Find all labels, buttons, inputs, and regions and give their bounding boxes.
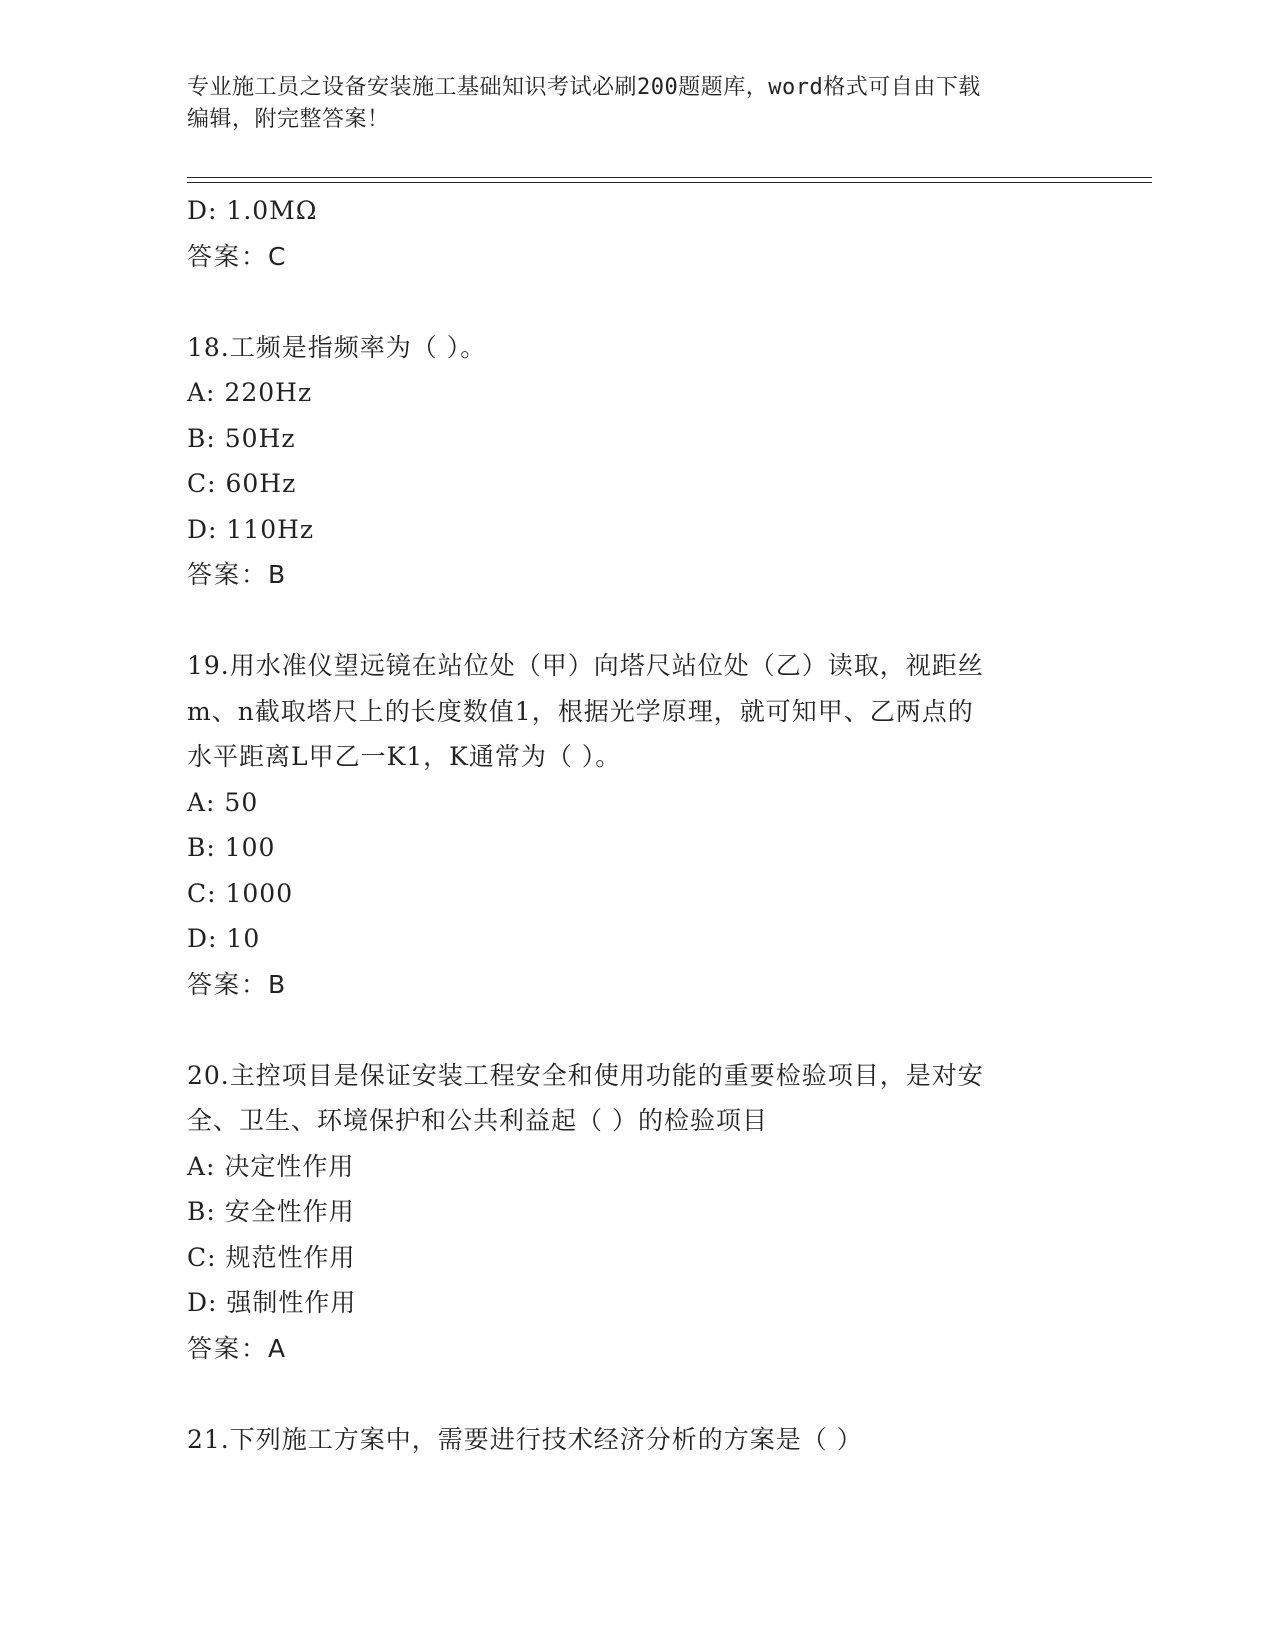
question-list xyxy=(187,188,1087,1462)
question-stem: 19.用水准仪望远镜在站位处（甲）向塔尺站位处（乙）读取，视距丝 xyxy=(187,651,984,680)
page-header xyxy=(187,72,1087,136)
header-rule-bottom xyxy=(187,182,1152,183)
question-stem: 21.下列施工方案中，需要进行技术经济分析的方案是（ ） xyxy=(187,1424,863,1454)
spacer xyxy=(187,279,1087,325)
question-stem: 全、卫生、环境保护和公共利益起（ ）的检验项目 xyxy=(187,1106,768,1135)
option-b: B: 100 xyxy=(187,833,276,862)
spacer xyxy=(187,1371,1087,1417)
option-d: D: 强制性作用 xyxy=(187,1288,357,1317)
option-a: A: 50 xyxy=(187,787,259,817)
option-d: D: 1.0MΩ xyxy=(187,196,318,225)
option-a: A: 220Hz xyxy=(187,378,313,407)
option-d: D: 10 xyxy=(187,924,261,953)
answer-line: 答案：A xyxy=(187,1333,288,1363)
option-c: C: 60Hz xyxy=(187,469,297,498)
question-stem: 水平距离L甲乙一K1，K通常为（ ）。 xyxy=(187,742,622,771)
question-stem: 18.工频是指频率为（ ）。 xyxy=(187,332,487,362)
option-a: A: 决定性作用 xyxy=(187,1151,355,1181)
header-title-line-2: 编辑，附完整答案！ xyxy=(187,107,390,132)
question-stem: 20.主控项目是保证安装工程安全和使用功能的重要检验项目，是对安 xyxy=(187,1060,984,1090)
question-20 xyxy=(187,1053,1087,1372)
option-c: C: 1000 xyxy=(187,878,294,908)
header-title-line-1: 专业施工员之设备安装施工基础知识考试必刷200题题库，word格式可自由下载 xyxy=(187,75,981,100)
answer-line: 答案：B xyxy=(187,560,288,589)
question-18 xyxy=(187,325,1087,598)
option-b: B: 安全性作用 xyxy=(187,1197,355,1226)
question-21 xyxy=(187,1417,1087,1463)
answer-line: 答案：C xyxy=(187,241,288,271)
question-17-tail xyxy=(187,188,1087,279)
option-c: C: 规范性作用 xyxy=(187,1242,356,1272)
header-rule-top xyxy=(187,177,1152,178)
spacer xyxy=(187,598,1087,644)
spacer xyxy=(187,1007,1087,1053)
answer-line: 答案：B xyxy=(187,969,288,999)
option-d: D: 110Hz xyxy=(187,514,315,544)
question-19 xyxy=(187,643,1087,1007)
question-stem: m、n截取塔尺上的长度数值1，根据光学原理，就可知甲、乙两点的 xyxy=(187,696,974,726)
option-b: B: 50Hz xyxy=(187,423,296,453)
